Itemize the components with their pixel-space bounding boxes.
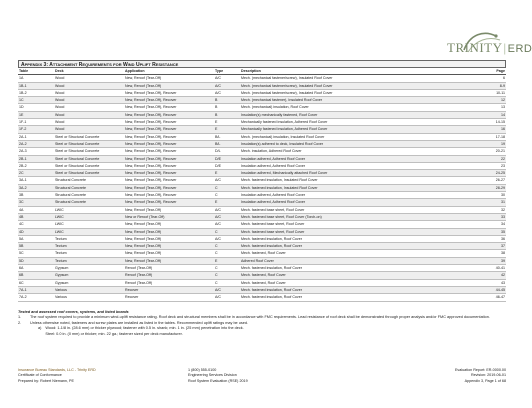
deck-cell: Wood bbox=[54, 126, 124, 133]
page-cell: 12 bbox=[474, 97, 506, 104]
type-cell: C bbox=[214, 192, 240, 199]
table-id-cell: 1D bbox=[18, 104, 54, 111]
table-row bbox=[18, 206, 506, 213]
notes-section bbox=[18, 310, 508, 337]
deck-cell: Structural Concrete bbox=[54, 192, 124, 199]
header-application: Application bbox=[124, 68, 214, 75]
type-cell: D/L bbox=[214, 148, 240, 155]
table-row bbox=[18, 235, 506, 242]
type-cell: B/L bbox=[214, 133, 240, 140]
table-row bbox=[18, 243, 506, 250]
description-cell: Mech. (mechanical fastener/screw), Insulated Roof Cover bbox=[240, 89, 474, 96]
header-table: Table bbox=[18, 68, 54, 75]
type-cell: C bbox=[214, 272, 240, 279]
application-cell: Recover bbox=[124, 294, 214, 301]
table-row bbox=[18, 265, 506, 272]
deck-cell: Wood bbox=[54, 119, 124, 126]
appendix-title: Appendix 3: Attachment Requirements for Wind Uplift Resistance bbox=[18, 60, 506, 68]
description-cell: Mech. insulation, Adhered Roof Cover bbox=[240, 148, 474, 155]
table-id-cell: 1C bbox=[18, 97, 54, 104]
table-row bbox=[18, 272, 506, 279]
type-cell: A/C bbox=[214, 89, 240, 96]
table-row bbox=[18, 170, 506, 177]
table-row bbox=[18, 126, 506, 133]
description-cell: Insulation adhered, Adhered Roof Cover bbox=[240, 192, 474, 199]
description-cell: Insulation adhered, Adhered Roof Cover bbox=[240, 162, 474, 169]
table-row bbox=[18, 279, 506, 286]
type-cell: A/C bbox=[214, 206, 240, 213]
type-cell: A/C bbox=[214, 221, 240, 228]
type-cell: E bbox=[214, 170, 240, 177]
table-id-cell: 6C bbox=[18, 279, 54, 286]
application-cell: New, Reroof (Tear-Off), Recover bbox=[124, 148, 214, 155]
description-cell: Mech. fastened base sheet, Roof Cover bbox=[240, 221, 474, 228]
page-cell: 10-11 bbox=[474, 89, 506, 96]
description-cell: Insulation adhered, Adhered Roof Cover bbox=[240, 199, 474, 206]
deck-cell: Wood bbox=[54, 82, 124, 89]
page-cell: 19 bbox=[474, 140, 506, 147]
page-cell: 44-45 bbox=[474, 286, 506, 293]
header-type: Type bbox=[214, 68, 240, 75]
type-cell: B/L bbox=[214, 140, 240, 147]
table-id-cell: 7A-2 bbox=[18, 294, 54, 301]
table-row bbox=[18, 104, 506, 111]
deck-cell: Structural Concrete bbox=[54, 199, 124, 206]
type-cell: C bbox=[214, 265, 240, 272]
deck-cell: Wood bbox=[54, 89, 124, 96]
table-id-cell: 2A-1 bbox=[18, 133, 54, 140]
description-cell: Mech. fastened, Roof Cover bbox=[240, 250, 474, 257]
description-cell: Mech. fastened, Roof Cover bbox=[240, 279, 474, 286]
page-cell: 36 bbox=[474, 235, 506, 242]
application-cell: New, Reroof (Tear-Off), Recover bbox=[124, 199, 214, 206]
table-row bbox=[18, 221, 506, 228]
page-cell: 46-47 bbox=[474, 294, 506, 301]
application-cell: Reroof (Tear-Off) bbox=[124, 265, 214, 272]
deck-cell: Wood bbox=[54, 104, 124, 111]
type-cell: E bbox=[214, 199, 240, 206]
type-cell: A/C bbox=[214, 213, 240, 220]
deck-cell: Gypsum bbox=[54, 279, 124, 286]
type-cell: C bbox=[214, 279, 240, 286]
application-cell: New, Reroof (Tear-Off) bbox=[124, 221, 214, 228]
application-cell: New, Reroof (Tear-Off), Recover bbox=[124, 170, 214, 177]
application-cell: New, Reroof (Tear-Off), Recover bbox=[124, 126, 214, 133]
description-cell: Mech. fastened insulation, Roof Cover bbox=[240, 294, 474, 301]
header-deck: Deck bbox=[54, 68, 124, 75]
table-id-cell: 2B-2 bbox=[18, 162, 54, 169]
table-id-cell: 1A bbox=[18, 75, 54, 82]
footer-left-2: Certificate of Conformance bbox=[18, 373, 62, 378]
deck-cell: Wood bbox=[54, 97, 124, 104]
footer-left-3: Prepared by: Robert Niemann, PE bbox=[18, 378, 74, 383]
application-cell: New, Reroof (Tear-Off), Recover bbox=[124, 104, 214, 111]
table-row bbox=[18, 148, 506, 155]
table-row bbox=[18, 199, 506, 206]
type-cell: E bbox=[214, 126, 240, 133]
italic-note: Tested and assessed roof covers, systems, and listed boards bbox=[18, 310, 129, 314]
deck-cell: Tectum bbox=[54, 257, 124, 264]
page-cell: 30 bbox=[474, 192, 506, 199]
table-row bbox=[18, 111, 506, 118]
table-id-cell: 4B bbox=[18, 213, 54, 220]
page-cell: 24-25 bbox=[474, 170, 506, 177]
table-row bbox=[18, 155, 506, 162]
note-number: 1. bbox=[18, 315, 22, 320]
table-row bbox=[18, 184, 506, 191]
table-row bbox=[18, 250, 506, 257]
footer-mid-2: Engineering Services Division bbox=[188, 373, 237, 378]
page-cell: 23 bbox=[474, 162, 506, 169]
description-cell: Mechanically fastened insulation, Adhered Roof Cover bbox=[240, 126, 474, 133]
footer-left-1: Insurance Bureau Standards, LLC - Trinity ERD bbox=[18, 368, 96, 372]
page-cell: 6 bbox=[474, 75, 506, 82]
table-row bbox=[18, 119, 506, 126]
table-row bbox=[18, 213, 506, 220]
deck-cell: Various bbox=[54, 286, 124, 293]
attachment-requirements-table bbox=[18, 68, 506, 302]
page-cell: 16 bbox=[474, 126, 506, 133]
footer-mid-3: Roof System Evaluation (RSE) 2019 bbox=[188, 378, 248, 383]
deck-cell: Wood bbox=[54, 75, 124, 82]
page-cell: 42 bbox=[474, 272, 506, 279]
table-id-cell: 5D bbox=[18, 257, 54, 264]
note-text: The roof system required to provide a minimum wind-uplift resistance rating. Roof deck and structural members shall be in accordance with FMC requirements. Lead resistance of roof deck shall be demonstrated through proper analysis and/or FMC approved documentation. bbox=[30, 315, 490, 320]
table-header-row bbox=[18, 68, 506, 75]
type-cell: A/C bbox=[214, 75, 240, 82]
deck-cell: Steel or Structural Concrete bbox=[54, 170, 124, 177]
application-cell: New, Reroof (Tear-Off), Recover bbox=[124, 97, 214, 104]
page-cell: 31 bbox=[474, 199, 506, 206]
description-cell: Mech. (mechanical) insulation, Roof Cover bbox=[240, 104, 474, 111]
logo-brand: TRINITY bbox=[447, 40, 503, 55]
description-cell: Mech. fastened base sheet, Roof Cover (Torch-on) bbox=[240, 213, 474, 220]
page-cell: 43 bbox=[474, 279, 506, 286]
type-cell: B bbox=[214, 97, 240, 104]
deck-cell: Structural Concrete bbox=[54, 177, 124, 184]
note-text: Unless otherwise noted, fasteners and screw plates are installed as listed in the tables. Recommended uplift ratings may be used. bbox=[30, 320, 249, 325]
page-cell: 8-9 bbox=[474, 82, 506, 89]
table-id-cell: 5C bbox=[18, 250, 54, 257]
table-row bbox=[18, 162, 506, 169]
header-page: Page bbox=[474, 68, 506, 75]
page-cell: 35 bbox=[474, 228, 506, 235]
table-id-cell: 4A bbox=[18, 206, 54, 213]
application-cell: New, Reroof (Tear-Off) bbox=[124, 243, 214, 250]
deck-cell: Structural Concrete bbox=[54, 184, 124, 191]
description-cell: Mech. fastened base sheet, Roof Cover bbox=[240, 228, 474, 235]
table-id-cell: 2B-1 bbox=[18, 155, 54, 162]
description-cell: Insulation(s) adhered to deck, Insulated Roof Cover bbox=[240, 140, 474, 147]
application-cell: New, Reroof (Tear-Off), Recover bbox=[124, 89, 214, 96]
application-cell: New, Reroof (Tear-Off) bbox=[124, 75, 214, 82]
type-cell: C bbox=[214, 243, 240, 250]
description-cell: Insulation adhered, Adhered Roof Cover bbox=[240, 155, 474, 162]
application-cell: New or Reroof (Tear-Off) bbox=[124, 213, 214, 220]
table-id-cell: 3A-2 bbox=[18, 184, 54, 191]
table-row bbox=[18, 133, 506, 140]
deck-cell: Steel or Structural Concrete bbox=[54, 140, 124, 147]
page-cell: 14 bbox=[474, 111, 506, 118]
type-cell: C bbox=[214, 228, 240, 235]
table-id-cell: 4D bbox=[18, 228, 54, 235]
application-cell: New, Reroof (Tear-Off) bbox=[124, 257, 214, 264]
table-id-cell: 3C bbox=[18, 199, 54, 206]
description-cell: Mech. fastened, Roof Cover bbox=[240, 272, 474, 279]
type-cell: E bbox=[214, 257, 240, 264]
page-cell: 28-29 bbox=[474, 184, 506, 191]
description-cell: Mech. (mechanical) insulation, Insulated Roof Cover bbox=[240, 133, 474, 140]
note-number: 2. bbox=[18, 320, 22, 325]
table-id-cell: 5A bbox=[18, 235, 54, 242]
description-cell: Mechanically fastened insulation, Adhered Roof Cover bbox=[240, 119, 474, 126]
type-cell: A/C bbox=[214, 82, 240, 89]
type-cell: C bbox=[214, 184, 240, 191]
logo-sub: ERD bbox=[507, 43, 532, 55]
type-cell: D/E bbox=[214, 162, 240, 169]
table-id-cell: 2A-2 bbox=[18, 140, 54, 147]
page-cell: 22 bbox=[474, 155, 506, 162]
page-cell: 40-41 bbox=[474, 265, 506, 272]
type-cell: A/C bbox=[214, 294, 240, 301]
application-cell: New, Reroof (Tear-Off) bbox=[124, 235, 214, 242]
table-id-cell: 1F-2 bbox=[18, 126, 54, 133]
type-cell: A/C bbox=[214, 235, 240, 242]
deck-cell: LWIC bbox=[54, 213, 124, 220]
footer-right-3: Appendix 3, Page 1 of 68 bbox=[464, 378, 506, 383]
description-cell: Mech. fastened insulation, Insulated Roof Cover bbox=[240, 184, 474, 191]
table-row bbox=[18, 294, 506, 301]
page-cell: 20-21 bbox=[474, 148, 506, 155]
footer-right-1: Evaluation Report: ER-0000.00 bbox=[454, 368, 506, 372]
table-row bbox=[18, 89, 506, 96]
page-cell: 39 bbox=[474, 257, 506, 264]
description-cell: Insulation(s) mechanically fastened, Roof Cover bbox=[240, 111, 474, 118]
application-cell: New, Reroof (Tear-Off) bbox=[124, 82, 214, 89]
description-cell: Mech. fastened insulation, Roof Cover bbox=[240, 243, 474, 250]
deck-cell: Steel or Structural Concrete bbox=[54, 133, 124, 140]
table-id-cell: 3B bbox=[18, 192, 54, 199]
description-cell: Mech. fastened base sheet, Roof Cover bbox=[240, 206, 474, 213]
table-id-cell: 1B-2 bbox=[18, 89, 54, 96]
table-id-cell: 4C bbox=[18, 221, 54, 228]
deck-cell: LWIC bbox=[54, 206, 124, 213]
note-sub-mark: a) bbox=[38, 326, 42, 331]
table-body bbox=[18, 75, 506, 301]
description-cell: Mech. (mechanical fastener/screw), Insulated Roof Cover bbox=[240, 75, 474, 82]
application-cell: New, Reroof (Tear-Off) bbox=[124, 206, 214, 213]
application-cell: New, Reroof (Tear-Off) bbox=[124, 228, 214, 235]
type-cell: A/C bbox=[214, 177, 240, 184]
page-cell: 33 bbox=[474, 213, 506, 220]
deck-cell: LWIC bbox=[54, 228, 124, 235]
type-cell: E bbox=[214, 119, 240, 126]
page-cell: 34 bbox=[474, 221, 506, 228]
footer-mid-1: 1 (800) 555-0100 bbox=[188, 368, 217, 372]
page-cell: 13 bbox=[474, 104, 506, 111]
description-cell: Mech. (mechanical fastener), Insulated Roof Cover bbox=[240, 97, 474, 104]
page-cell: 26-27 bbox=[474, 177, 506, 184]
table-id-cell: 3A-1 bbox=[18, 177, 54, 184]
application-cell: Reroof (Tear-Off) bbox=[124, 272, 214, 279]
deck-cell: Gypsum bbox=[54, 272, 124, 279]
application-cell: New, Reroof (Tear-Off), Recover bbox=[124, 192, 214, 199]
description-cell: Adhered Roof Cover bbox=[240, 257, 474, 264]
footer-right-2: Revision: 2019-06-01 bbox=[470, 373, 506, 378]
application-cell: New, Reroof (Tear-Off), Recover bbox=[124, 140, 214, 147]
page-footer bbox=[18, 368, 506, 384]
table-row bbox=[18, 97, 506, 104]
note-sub-item bbox=[18, 326, 508, 337]
table-id-cell: 7A-1 bbox=[18, 286, 54, 293]
application-cell: New, Reroof (Tear-Off) bbox=[124, 250, 214, 257]
table-id-cell: 6B bbox=[18, 272, 54, 279]
note-sub-line: Wood: 1-1/8 in. (28.6 mm) or thicker plywood; fastener with 0.5 in. shank; min. 1 in. (25 mm) penetration into the deck. bbox=[45, 326, 244, 331]
table-id-cell: 5B bbox=[18, 243, 54, 250]
table-id-cell: 1E bbox=[18, 111, 54, 118]
table-row bbox=[18, 82, 506, 89]
description-cell: Mech. fastened insulation, Roof Cover bbox=[240, 286, 474, 293]
table-row bbox=[18, 228, 506, 235]
application-cell: Reroof (Tear-Off) bbox=[124, 279, 214, 286]
type-cell: D/E bbox=[214, 155, 240, 162]
logo-wordmark: TRINITY|ERD bbox=[447, 40, 532, 55]
deck-cell: Steel or Structural Concrete bbox=[54, 155, 124, 162]
application-cell: New, Reroof (Tear-Off), Recover bbox=[124, 162, 214, 169]
table-row bbox=[18, 140, 506, 147]
application-cell: New, Reroof (Tear-Off), Recover bbox=[124, 184, 214, 191]
application-cell: New, Reroof (Tear-Off), Recover bbox=[124, 133, 214, 140]
type-cell: A/C bbox=[214, 286, 240, 293]
type-cell: C bbox=[214, 250, 240, 257]
deck-cell: Gypsum bbox=[54, 265, 124, 272]
table-id-cell: 1F-1 bbox=[18, 119, 54, 126]
description-cell: Mech. fastened insulation, Insulated Roof Cover bbox=[240, 177, 474, 184]
deck-cell: Various bbox=[54, 294, 124, 301]
table-row bbox=[18, 257, 506, 264]
page-cell: 38 bbox=[474, 250, 506, 257]
type-cell: B bbox=[214, 111, 240, 118]
application-cell: New, Reroof (Tear-Off), Recover bbox=[124, 155, 214, 162]
description-cell: Mech. (mechanical fastener/screw), Insulated Roof Cover bbox=[240, 82, 474, 89]
page-cell: 37 bbox=[474, 243, 506, 250]
deck-cell: Wood bbox=[54, 111, 124, 118]
note-sub-line: Steel: 0.0 in. (0 mm) or thicker; min. 22 ga.; fastener sized per deck manufacturer. bbox=[45, 331, 183, 336]
table-row bbox=[18, 75, 506, 82]
description-cell: Mech. fastened insulation, Roof Cover bbox=[240, 235, 474, 242]
page-cell: 14-15 bbox=[474, 119, 506, 126]
description-cell: Mech. fastened insulation, Roof Cover bbox=[240, 265, 474, 272]
application-cell: Recover bbox=[124, 286, 214, 293]
deck-cell: LWIC bbox=[54, 221, 124, 228]
page-cell: 32 bbox=[474, 206, 506, 213]
table-row bbox=[18, 177, 506, 184]
table-row bbox=[18, 286, 506, 293]
deck-cell: Tectum bbox=[54, 235, 124, 242]
table-id-cell: 6A bbox=[18, 265, 54, 272]
description-cell: Insulation adhered, Mechanically attached Roof Cover bbox=[240, 170, 474, 177]
deck-cell: Steel or Structural Concrete bbox=[54, 148, 124, 155]
application-cell: New, Reroof (Tear-Off), Recover bbox=[124, 177, 214, 184]
table-id-cell: 2C bbox=[18, 170, 54, 177]
application-cell: New, Reroof (Tear-Off), Recover bbox=[124, 111, 214, 118]
table-id-cell: 2A-3 bbox=[18, 148, 54, 155]
deck-cell: Tectum bbox=[54, 243, 124, 250]
page-cell: 17-18 bbox=[474, 133, 506, 140]
table-row bbox=[18, 192, 506, 199]
table-id-cell: 1B-1 bbox=[18, 82, 54, 89]
deck-cell: Tectum bbox=[54, 250, 124, 257]
application-cell: New, Reroof (Tear-Off), Recover bbox=[124, 119, 214, 126]
type-cell: B bbox=[214, 104, 240, 111]
header-description: Description bbox=[240, 68, 474, 75]
deck-cell: Steel or Structural Concrete bbox=[54, 162, 124, 169]
